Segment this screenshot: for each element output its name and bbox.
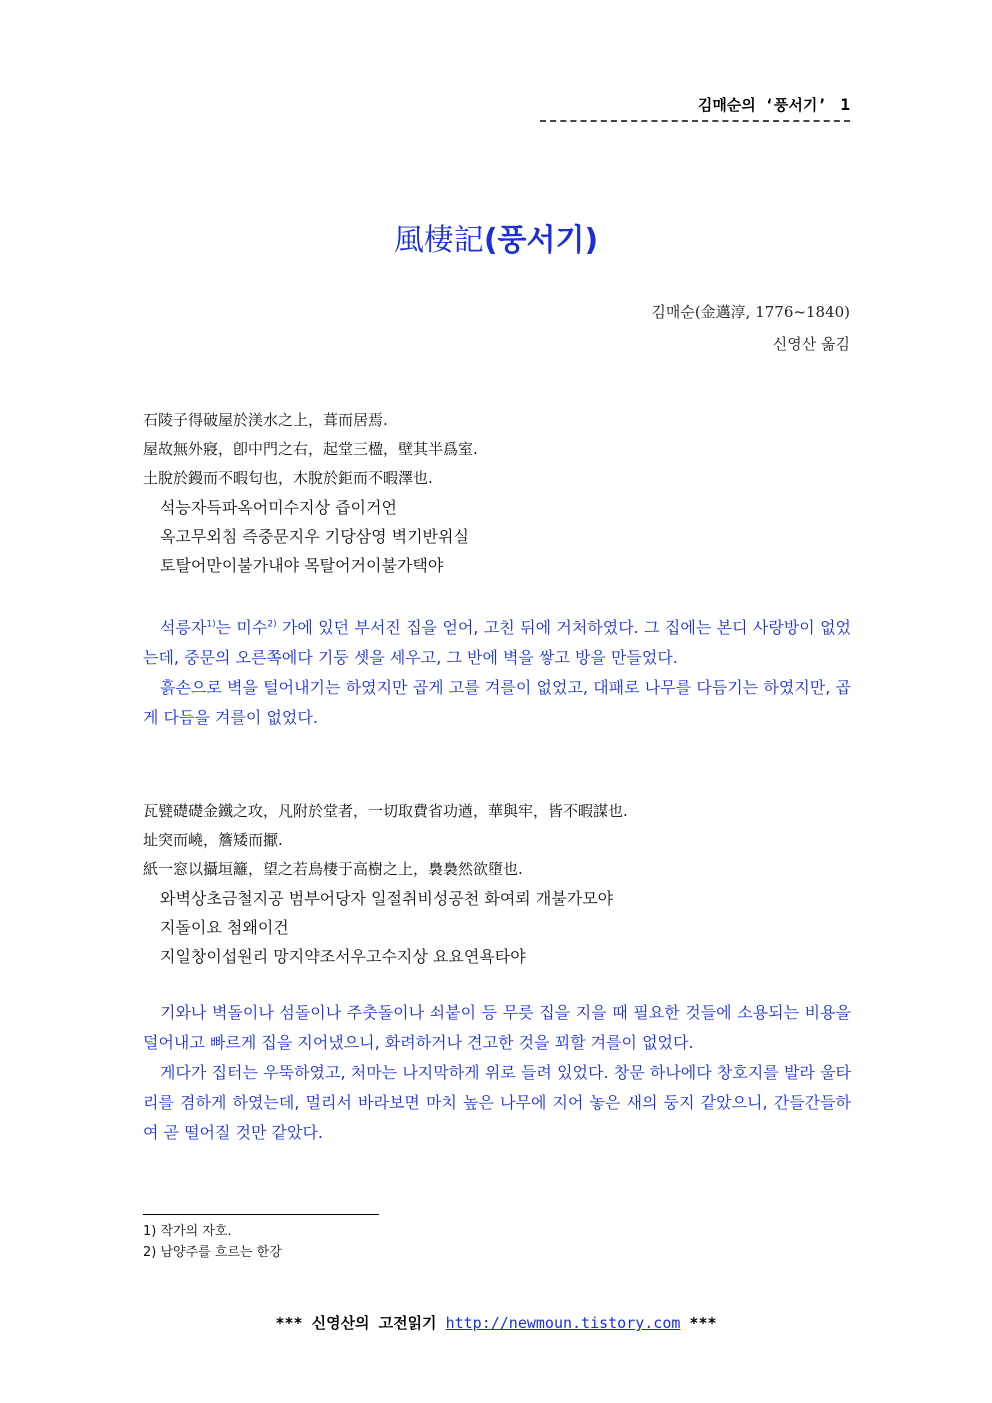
author-line: 김매순(金邁淳, 1776~1840) — [651, 303, 850, 321]
footnote-divider — [143, 1214, 379, 1215]
hanmun-line: 址突而嶢，簷矮而擫. — [143, 831, 283, 849]
hanmun-line: 紙一窓以攝垣籬，望之若鳥棲于高樹之上，裊裊然欲墮也. — [143, 860, 523, 878]
document-title — [0, 215, 992, 259]
byline — [651, 296, 850, 360]
section-1-translation — [143, 613, 851, 733]
header-divider — [540, 120, 850, 122]
reading-line: 옥고무외침 즉중문지우 기당삼영 벽기반위실 — [160, 527, 469, 546]
footnote-item: 1) 작가의 자호. — [143, 1224, 232, 1239]
translator-line: 신영산 옮김 — [772, 335, 850, 353]
translation-text: 석릉자 — [160, 618, 207, 637]
title-hangul: (풍서기) — [483, 223, 599, 258]
hanmun-line: 屋故無外寢，卽中門之右，起堂三楹，壁其半爲室. — [143, 440, 478, 458]
translation-paragraph: 기와나 벽돌이나 섬돌이나 주춧돌이나 쇠붙이 등 무릇 집을 지을 때 필요한 것들에 소용되는 비용을 덜어내고 빠르게 집을 지어냈으니, 화려하거나 견고한 것을 꾀할 겨를이 없었다. — [143, 1003, 851, 1052]
footnotes — [143, 1221, 282, 1263]
footnote-ref[interactable]: 2) — [267, 619, 277, 630]
reading-line: 석능자득파옥어미수지상 즙이거언 — [160, 498, 397, 517]
footnote-ref[interactable]: 1) — [206, 619, 216, 630]
reading-line: 와벽상초금철지공 범부어당자 일절취비성공천 화여뢰 개불가모야 — [160, 889, 614, 908]
translation-paragraph: 흙손으로 벽을 털어내기는 하였지만 곱게 고를 겨를이 없었고, 대패로 나무를 다듬기는 하였지만, 곱게 다듬을 겨를이 없었다. — [143, 678, 851, 727]
hanmun-line: 瓦甓礎礎金鐵之攻，凡附於堂者，一切取費省功遒，華與牢，皆不暇謀也. — [143, 802, 628, 820]
footer-prefix: *** 신영산의 고전읽기 — [275, 1314, 446, 1332]
blog-link[interactable]: http://newmoun.tistory.com — [445, 1314, 681, 1332]
translation-paragraph: 게다가 집터는 우뚝하였고, 처마는 나지막하게 위로 들려 있었다. 창문 하나에다 창호지를 발라 울타리를 겸하게 하였는데, 멀리서 바라보면 마치 높은 나무에 지어 놓은 새의 둥지 같았으니, 간들간들하여 곧 떨어질 것만 같았다. — [143, 1063, 851, 1142]
translation-paragraph — [143, 613, 851, 673]
section-2-original — [143, 797, 851, 971]
hanmun-line: 土脫於鏝而不暇匂也，木脫於鉅而不暇澤也. — [143, 469, 433, 487]
reading-line: 토탈어만이불가내야 목탈어거이불가택야 — [160, 556, 444, 575]
page-footer — [0, 1312, 992, 1333]
footer-suffix: *** — [680, 1314, 717, 1332]
hanmun-line: 石陵子得破屋於渼水之上，葺而居焉. — [143, 411, 388, 429]
reading-line: 지일창이섭원리 망지약조서우고수지상 요요연욕타야 — [160, 947, 526, 966]
title-hanja: 風棲記 — [393, 223, 484, 258]
translation-text: 가에 있던 부서진 집을 얻어, 고친 뒤에 거처하였다. 그 집에는 본디 사랑방이 없었는데, 중문의 오른쪽에다 기둥 셋을 세우고, 그 반에 벽을 쌓고 방을 만들었다. — [143, 618, 851, 667]
page-number: 1 — [840, 95, 850, 114]
translation-text: 는 미수 — [215, 618, 268, 637]
running-header — [540, 94, 850, 115]
running-title: 김매순의 ‘풍서기’ — [697, 96, 827, 114]
footnote-item: 2) 남양주를 흐르는 한강 — [143, 1245, 282, 1260]
section-2-translation — [143, 998, 851, 1148]
reading-line: 지돌이요 첨왜이건 — [160, 918, 289, 937]
section-1-original — [143, 406, 851, 580]
